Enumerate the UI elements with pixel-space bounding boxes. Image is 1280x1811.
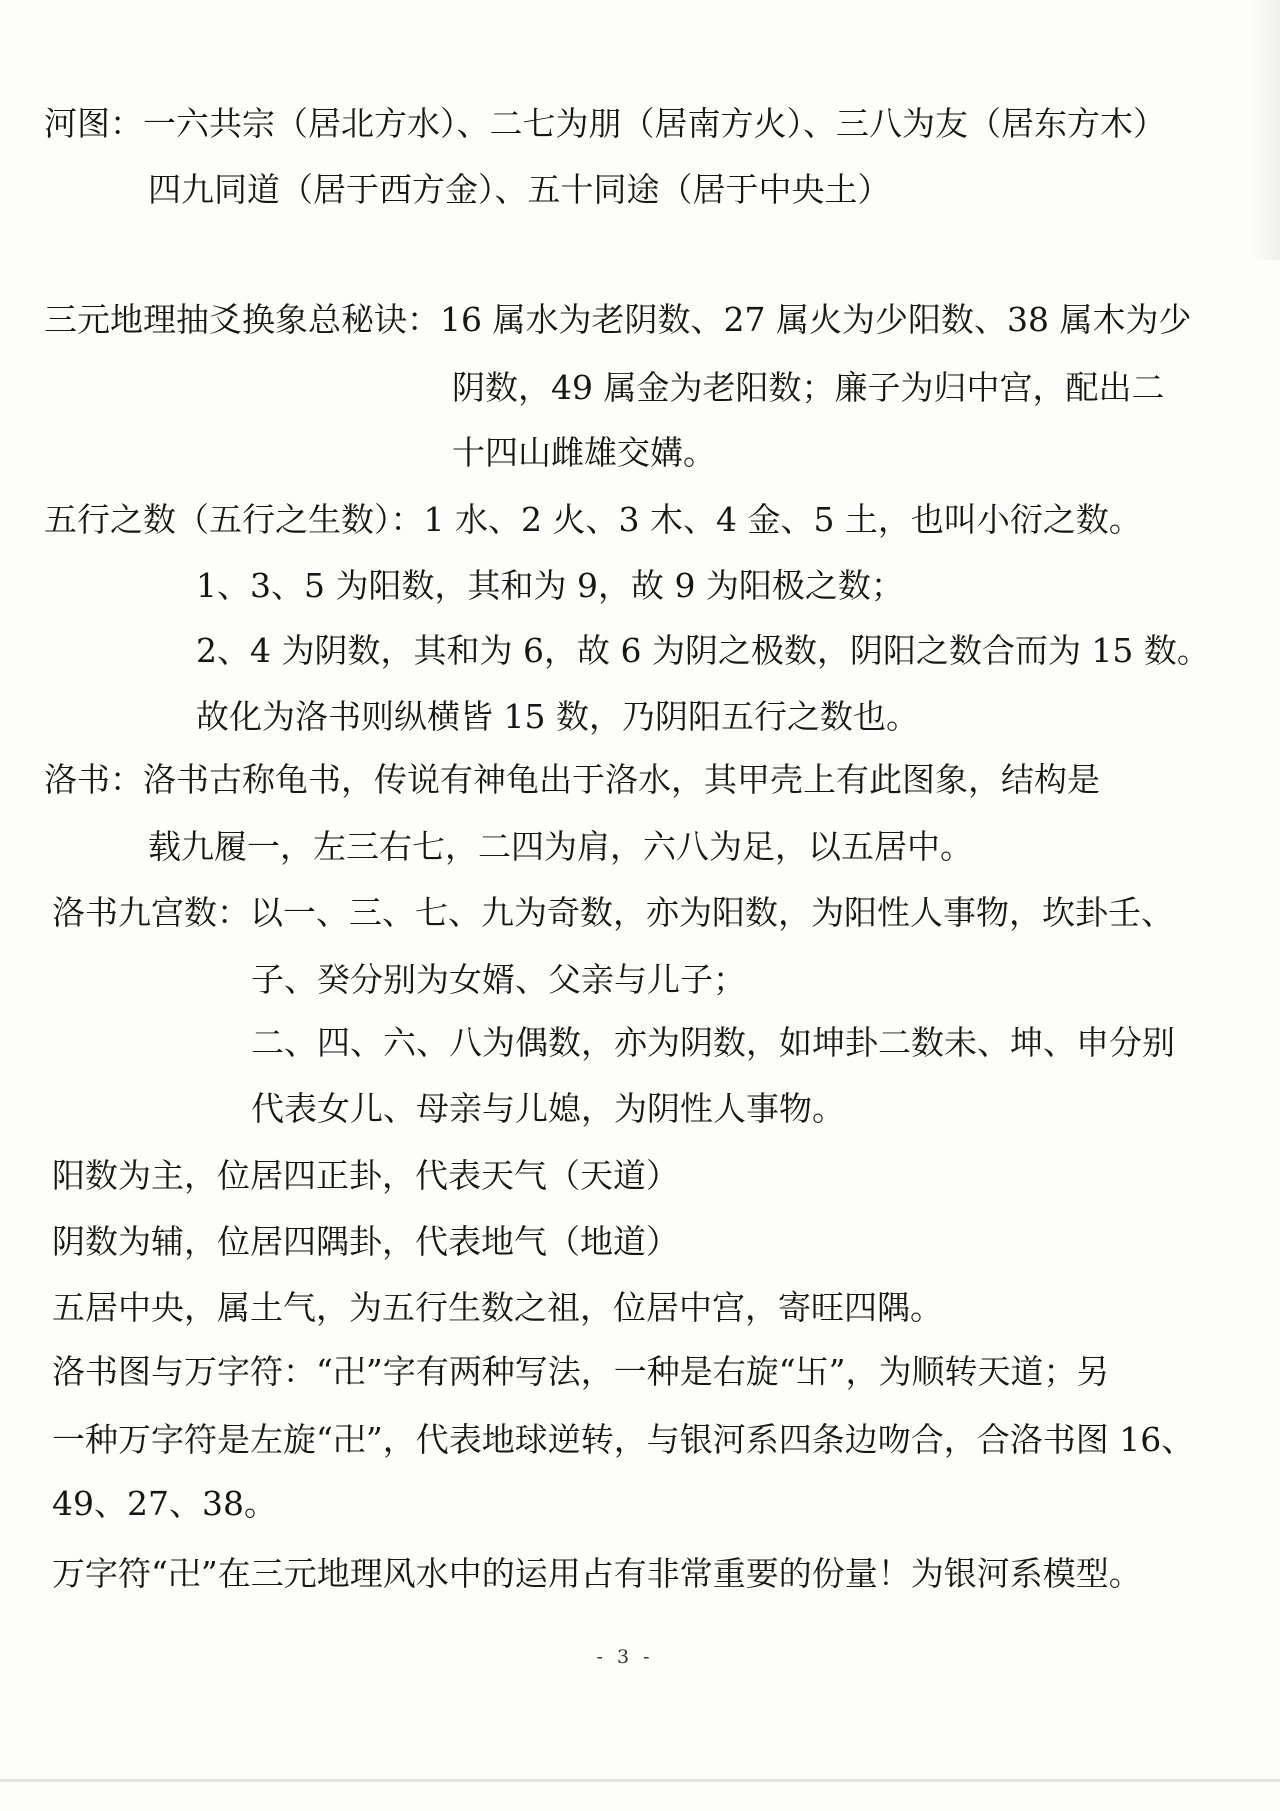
jiugong-line-4: 代表女儿、母亲与儿媳，为阴性人事物。 <box>251 1089 845 1128</box>
scan-shadow <box>1250 0 1280 260</box>
jiugong-line-3: 二、四、六、八为偶数，亦为阴数，如坤卦二数未、坤、申分别 <box>251 1023 1175 1062</box>
jiugong-line-1: 洛书九宫数：以一、三、七、九为奇数，亦为阳数，为阳性人事物，坎卦壬、 <box>52 893 1174 932</box>
hetu-line-2: 四九同道（居于西方金）、五十同途（居于中央土） <box>148 170 891 209</box>
sanyuan-line-1: 三元地理抽爻换象总秘诀：16 属水为老阴数、27 属火为少阳数、38 属木为少 <box>44 300 1192 339</box>
scan-bottom-edge <box>0 1779 1280 1782</box>
wanzifu-note-line: 万字符“卍”在三元地理风水中的运用占有非常重要的份量！为银河系模型。 <box>52 1554 1142 1593</box>
wuxing-line-4: 故化为洛书则纵横皆 15 数，乃阴阳五行之数也。 <box>196 697 919 736</box>
yin-shu-line: 阴数为辅，位居四隅卦，代表地气（地道） <box>52 1222 679 1261</box>
sanyuan-line-2: 阴数，49 属金为老阳数；廉子为归中宫，配出二 <box>452 368 1165 407</box>
luoshu-line-2: 载九履一，左三右七，二四为肩，六八为足，以五居中。 <box>148 827 973 866</box>
hetu-line-1: 河图：一六共宗（居北方水）、二七为朋（居南方火）、三八为友（居东方木） <box>44 104 1166 143</box>
sanyuan-line-3: 十四山雌雄交媾。 <box>452 433 716 472</box>
page-number: - 3 - <box>596 1646 654 1668</box>
yang-shu-line: 阳数为主，位居四正卦，代表天气（天道） <box>52 1156 679 1195</box>
wu-ju-line: 五居中央，属土气，为五行生数之祖，位居中宫，寄旺四隅。 <box>52 1288 943 1327</box>
wanzifu-line-2: 一种万字符是左旋“卍”，代表地球逆转，与银河系四条边吻合，合洛书图 16、 <box>52 1420 1195 1459</box>
jiugong-line-2: 子、癸分别为女婿、父亲与儿子； <box>251 960 746 999</box>
wuxing-line-3: 2、4 为阴数，其和为 6，故 6 为阴之极数，阴阳之数合而为 15 数。 <box>196 631 1210 670</box>
wuxing-line-2: 1、3、5 为阳数，其和为 9，故 9 为阳极之数； <box>196 566 904 605</box>
wuxing-line-1: 五行之数（五行之生数）：1 水、2 火、3 木、4 金、5 土，也叫小衍之数。 <box>44 500 1142 539</box>
wanzifu-line-3: 49、27、38。 <box>52 1484 277 1523</box>
luoshu-line-1: 洛书：洛书古称龟书，传说有神龟出于洛水，其甲壳上有此图象，结构是 <box>44 760 1100 799</box>
wanzifu-line-1: 洛书图与万字符：“卍”字有两种写法，一种是右旋“卐”，为顺转天道；另 <box>52 1352 1110 1391</box>
